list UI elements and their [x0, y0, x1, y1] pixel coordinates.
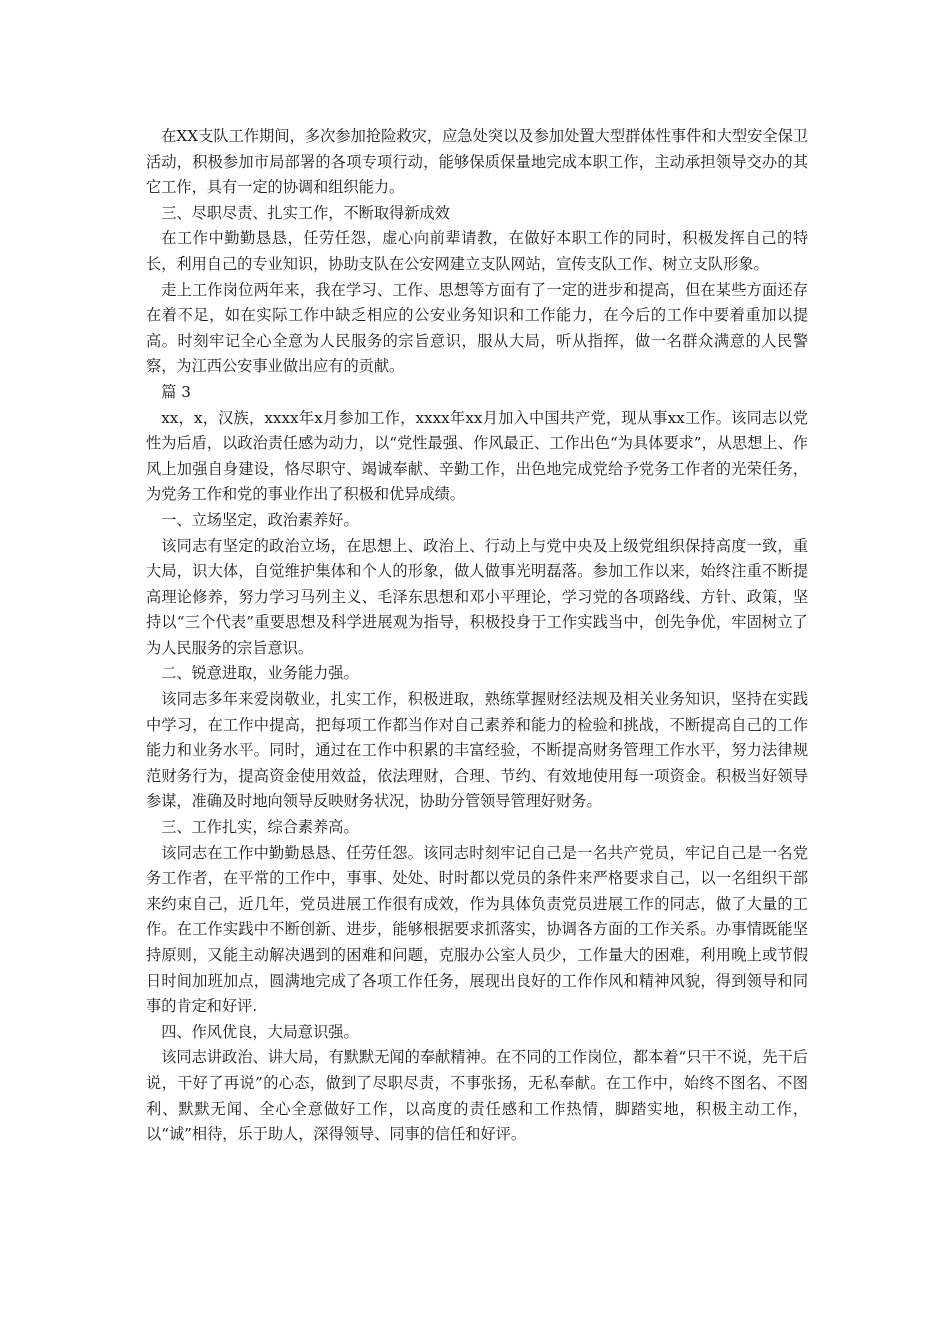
paragraph: 该同志多年来爱岗敬业，扎实工作，积极进取，熟练掌握财经法规及相关业务知识，坚持在实践中学习，在工作中提高，把每项工作都当作对自己素养和能力的检验和挑战，不断提高自己的工作能力和业务水平。同时，通过在工作中积累的丰富经验，不断提高财务管理工作水平，努力法律规范财务行为，提高资金使用效益，依法理财，合理、节约、有效地使用每一项资金。积极当好领导参谋，准确及时地向领导反映财务状况，协助分管领导管理好财务。 — [146, 690, 808, 811]
section-heading: 一、立场坚定，政治素养好。 — [161, 510, 359, 529]
paragraph: 走上工作岗位两年来，我在学习、工作、思想等方面有了一定的进步和提高，但在某些方面还存在着不足，如在实际工作中缺乏相应的公安业务知识和工作能力，在今后的工作中要着重加以提高。时刻牢记全心全意为人民服务的宗旨意识，服从大局，听从指挥，做一名群众满意的人民警察，为江西公安事业做出应有的贡献。 — [146, 280, 808, 376]
section-heading: 二、锐意进取，业务能力强。 — [161, 664, 359, 683]
paragraph: 在工作中勤勤恳恳，任劳任怨，虚心向前辈请教，在做好本职工作的同时，积极发挥自己的特长，利用自己的专业知识，协助支队在公安网建立支队网站，宣传支队工作、树立支队形象。 — [146, 229, 808, 273]
section-heading: 篇 3 — [161, 382, 191, 401]
section-heading: 三、尽职尽责、扎实工作，不断取得新成效 — [161, 203, 450, 222]
paragraph: 该同志有坚定的政治立场，在思想上、政治上、行动上与党中央及上级党组织保持高度一致，重大局，识大体，自觉维护集体和个人的形象，做人做事光明磊落。参加工作以来，始终注重不断提高理论修养，努力学习马列主义、毛泽东思想和邓小平理论，学习党的各项路线、方针、政策，坚持以“三个代表”重要思想及科学进展观为指导，积极投身于工作实践当中，创先争优，牢固树立了为人民服务的宗旨意识。 — [146, 536, 808, 657]
paragraph: 该同志在工作中勤勤恳恳、任劳任怨。该同志时刻牢记自己是一名共产党员，牢记自己是一名党务工作者，在平常的工作中，事事、处处、时时都以党员的条件来严格要求自己，以一名组织干部来约束自己，近几年，党员进展工作很有成效，作为具体负责党员进展工作的同志，做了大量的工作。在工作实践中不断创新、进步，能够根据要求抓落实，协调各方面的工作关系。办事情既能坚持原则，又能主动解决遇到的困难和问题，克服办公室人员少，工作量大的困难，利用晚上或节假日时间加班加点，圆满地完成了各项工作任务，展现出良好的工作作风和精神风貌，得到领导和同事的肯定和好评. — [146, 843, 808, 1016]
paragraph: 在XX支队工作期间，多次参加抢险救灾，应急处突以及参加处置大型群体性事件和大型安全保卫活动，积极参加市局部署的各项专项行动，能够保质保量地完成本职工作，主动承担领导交办的其它工作，具有一定的协调和组织能力。 — [146, 127, 808, 197]
section-heading: 四、作风优良，大局意识强。 — [161, 1022, 359, 1041]
section-heading: 三、工作扎实，综合素养高。 — [161, 818, 359, 837]
paragraph: 该同志讲政治、讲大局，有默默无闻的奉献精神。在不同的工作岗位，都本着“只干不说，先干后说，干好了再说”的心态，做到了尽职尽责，不事张扬，无私奉献。在工作中，始终不图名、不图利、默默无闻、全心全意做好工作，以高度的责任感和工作热情，脚踏实地，积极主动工作，以“诚”相待，乐于助人，深得领导、同事的信任和好评。 — [146, 1048, 808, 1144]
paragraph: xx，x，汉族，xxxx年x月参加工作，xxxx年xx月加入中国共产党，现从事xx工作。该同志以党性为后盾，以政治责任感为动力，以“党性最强、作风最正、工作出色“为具体要求”，从思想上、作风上加强自身建设，恪尽职守、竭诚奉献、辛勤工作，出色地完成党给予党务工作者的光荣任务，为党务工作和党的事业作出了积极和优异成绩。 — [146, 408, 808, 504]
document-body — [146, 124, 808, 1148]
